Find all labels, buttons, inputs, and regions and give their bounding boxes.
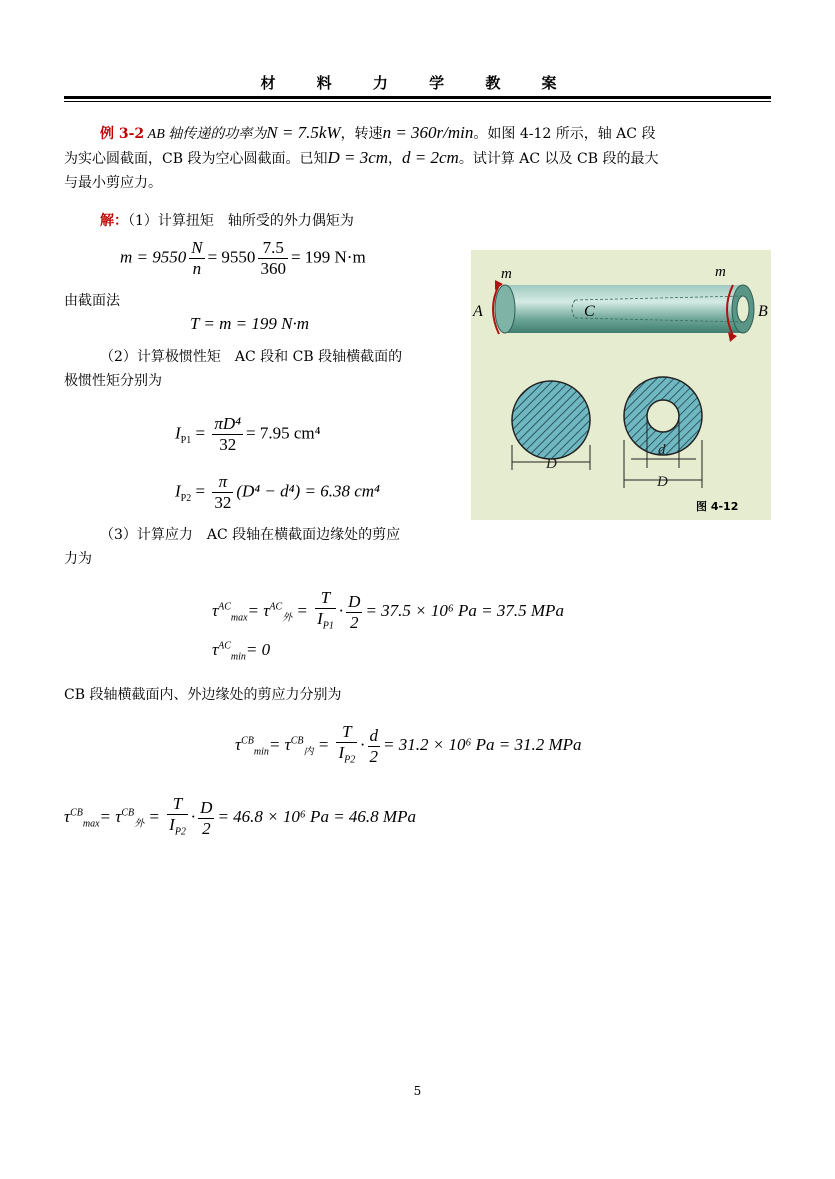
label-A: A — [473, 303, 483, 320]
example-line-3: 与最小剪应力。 — [64, 175, 162, 191]
solid-cross-section — [512, 381, 590, 459]
polar-moment-2-equation: $I_{P2}$ = $\frac{\pi}{32}$ (D⁴ − d⁴) = 6.38 cm⁴ — [175, 472, 380, 512]
hollow-bore — [647, 400, 679, 432]
solution-step-1: 解：（1）计算扭矩 轴所受的外力偶矩为 — [100, 213, 354, 229]
example-label: 例 3-2 — [100, 126, 145, 142]
label-d-hollow: d — [658, 442, 666, 458]
example-line-2: 为实心圆截面，CB 段为空心圆截面。已知D = 3cm，d = 2cm。试计算 AC 以及 CB 段的最大 — [64, 148, 659, 167]
section-method-text: 由截面法 — [64, 293, 120, 309]
cb-min-stress-equation: $\tau^{CB}_{min}= \tau^{CB}_内$ = $\frac{T}{I_{P2}}$ · $\frac{d}{2}$ = 31.2 × 10⁶ Pa = 31.2 MPa — [235, 722, 582, 770]
label-m-left: m — [501, 266, 512, 282]
shaft-body — [505, 285, 743, 333]
shaft-diagram — [471, 250, 771, 520]
solution-label: 解： — [100, 213, 128, 229]
ac-max-stress-equation: $\tau^{AC}_{max}= \tau^{AC}_外$ = $\frac{T}{I_{P1}}$ · $\frac{D}{2}$ = 37.5 × 10⁶ Pa = 37.5 MPa — [212, 588, 564, 636]
moment-equation: m = 9550 $\frac{N}{n}$ = 9550 $\frac{7.5}{360}$ = 199 N·m — [120, 238, 366, 278]
label-C: C — [584, 303, 595, 320]
label-B: B — [758, 303, 768, 320]
header-rule-thin — [64, 101, 771, 102]
page-number: 5 — [413, 1084, 422, 1098]
label-D-hollow: D — [657, 474, 668, 490]
polar-moment-1-equation: $I_{P1}$ = $\frac{\text{πD⁴}}{32}$ = 7.95 cm⁴ — [175, 414, 321, 454]
solution-step-2-a: （2）计算极惯性矩 AC 段和 CB 段轴横截面的 — [100, 349, 403, 365]
torque-equation: T = m = 199 N·m — [190, 314, 309, 333]
example-line-1: 例 3-2 AB 轴传递的功率为N = 7.5kW，转速n = 360r/min。如图 4-12 所示，轴 AC 段 — [100, 123, 656, 142]
d-equation: d = 2cm — [402, 148, 459, 167]
shaft-figure — [471, 250, 771, 520]
header-rule-thick — [64, 96, 771, 99]
solution-step-2-b: 极惯性矩分别为 — [64, 373, 162, 389]
solution-step-3-a: （3）计算应力 AC 段轴在横截面边缘处的剪应 — [100, 527, 401, 543]
ac-min-stress-equation: $\tau^{AC}_{min}= 0$ — [212, 640, 271, 663]
power-equation: N = 7.5kW — [266, 123, 341, 142]
label-m-right: m — [715, 264, 726, 280]
shaft-bore — [737, 296, 749, 322]
label-D-solid: D — [546, 456, 557, 472]
solution-step-3-b: 力为 — [64, 551, 92, 567]
cb-max-stress-equation: $\tau^{CB}_{max}= \tau^{CB}_外$ = $\frac{T}{I_{P2}}$ · $\frac{D}{2}$ = 46.8 × 10⁶ Pa = 46.8 MPa — [64, 794, 416, 842]
page-header-title: 材 料 力 学 教 案 — [260, 74, 575, 92]
cb-intro-text: CB 段轴横截面内、外边缘处的剪应力分别为 — [64, 687, 342, 703]
D-equation: D = 3cm — [327, 148, 389, 167]
figure-caption: 图 4-12 — [696, 500, 739, 513]
shaft-left-end — [495, 285, 515, 333]
speed-equation: n = 360r/min — [382, 123, 474, 142]
